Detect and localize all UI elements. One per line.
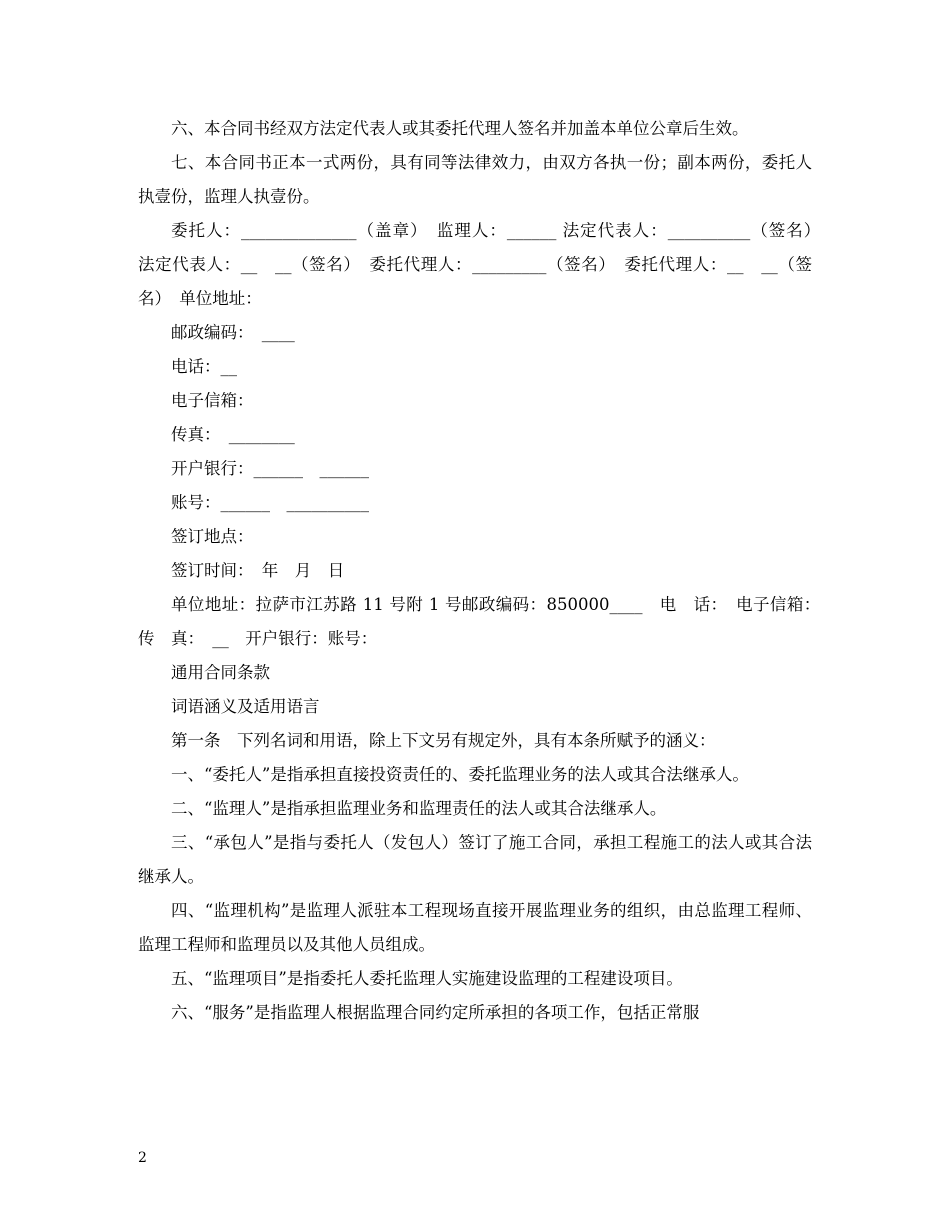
clause-six-effective: 六、本合同书经双方法定代表人或其委托代理人签名并加盖本单位公章后生效。 xyxy=(171,119,749,138)
postal-code-line: 邮政编码： ____ xyxy=(171,323,295,342)
supervisor-address-block: 单位地址：拉萨市江苏路 11 号附 1 号邮政编码：850000____ 电 话： 电子信箱： 传 真： __ 开户银行：账号： xyxy=(138,595,829,648)
definition-client: 一、“委托人”是指承担直接投资责任的、委托监理业务的法人或其合法继承人。 xyxy=(171,765,749,784)
section-heading-definitions: 词语涵义及适用语言 xyxy=(171,697,320,716)
fax-line: 传真： ________ xyxy=(171,425,295,444)
signing-date-line: 签订时间： 年 月 日 xyxy=(171,561,345,580)
phone-line: 电话：__ xyxy=(171,357,237,376)
definition-contractor: 三、“承包人”是指与委托人（发包人）签订了施工合同，承担工程施工的法人或其合法继承人。 xyxy=(138,833,812,886)
email-line: 电子信箱： xyxy=(171,391,254,410)
definition-supervisor: 二、“监理人”是指承担监理业务和监理责任的法人或其合法继承人。 xyxy=(171,799,667,818)
definition-supervision-agency: 四、“监理机构”是监理人派驻本工程现场直接开展监理业务的组织，由总监理工程师、监理工程师和监理员以及其他人员组成。 xyxy=(138,901,812,954)
bank-line: 开户银行：______ ______ xyxy=(171,459,369,478)
clause-seven-copies: 七、本合同书正本一式两份，具有同等法律效力，由双方各执一份；副本两份，委托人执壹份，监理人执壹份。 xyxy=(138,153,812,206)
definition-service: 六、“服务”是指监理人根据监理合同约定所承担的各项工作，包括正常服 xyxy=(171,1003,700,1022)
signing-place-line: 签订地点： xyxy=(171,527,254,546)
article-one: 第一条 下列名词和用语，除上下文另有规定外，具有本条所赋予的涵义： xyxy=(171,731,716,750)
signature-block: 委托人：______________（盖章） 监理人：______ 法定代表人：__________（签名） 法定代表人：__ __（签名） 委托代理人：_________（签名） 委托代理人：__ __（签名） 单位地址： xyxy=(138,221,829,308)
document-body xyxy=(138,112,829,1030)
account-line: 账号：______ __________ xyxy=(171,493,369,512)
definition-supervision-project: 五、“监理项目”是指委托人委托监理人实施建设监理的工程建设项目。 xyxy=(171,969,683,988)
page-number: 2 xyxy=(138,1150,147,1166)
section-heading-general-terms: 通用合同条款 xyxy=(171,663,270,682)
